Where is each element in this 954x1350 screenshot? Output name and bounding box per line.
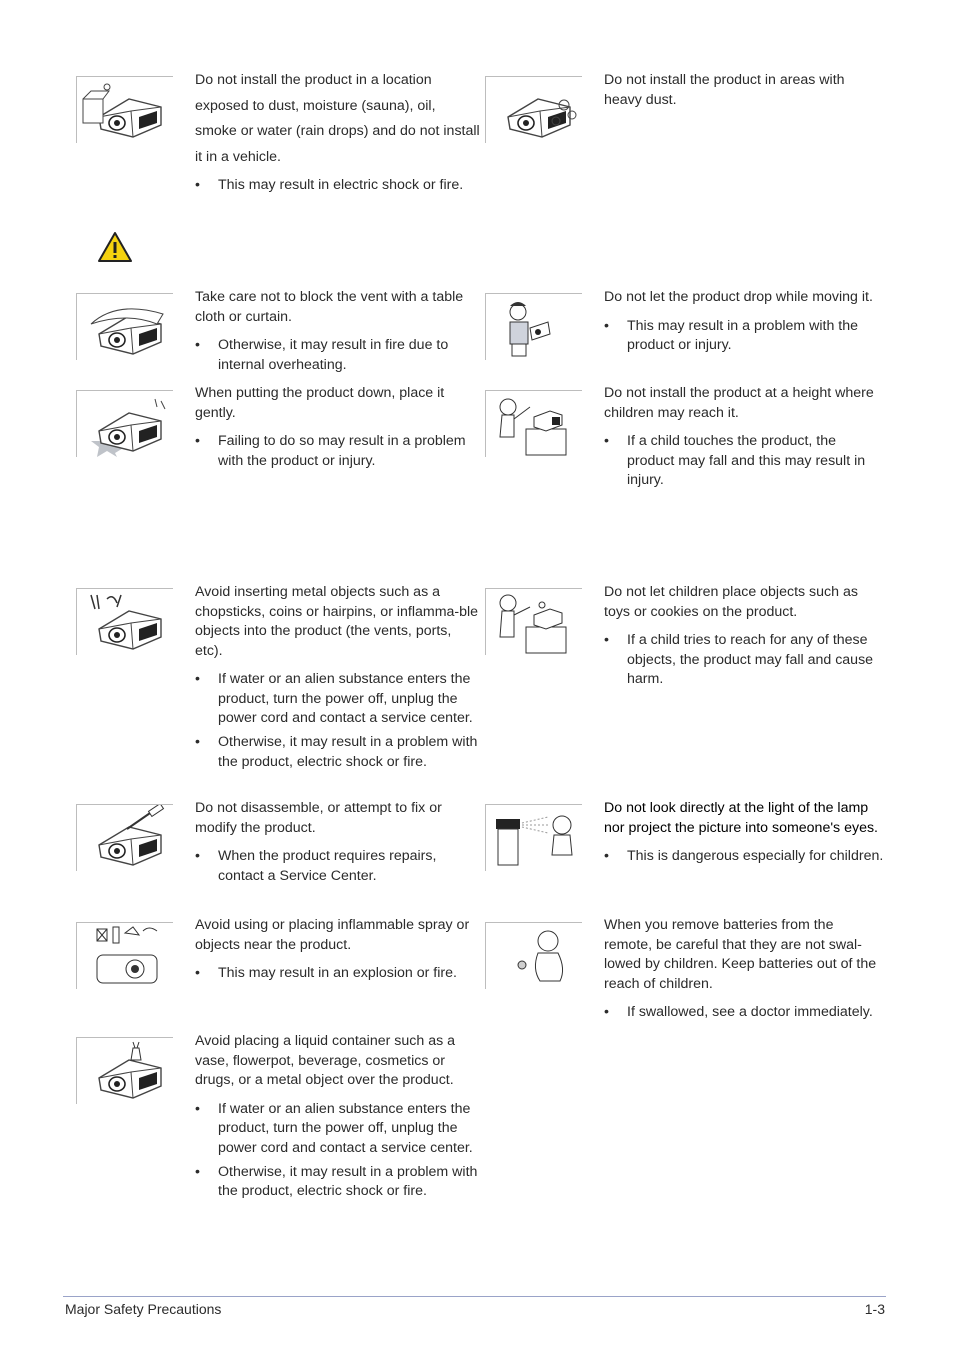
item-bullet: • If swallowed, see a doctor immediately. [604,1003,884,1023]
item-bullet: • If a child touches the product, the product may fall and this may result in injury. [604,432,884,491]
item-bullet: • If water or an alien substance enters the product, turn the power off, unplug the power cord and contact a service center. [195,670,480,729]
item-text: Take care not to block the vent with a table cloth or curtain. [195,289,464,325]
footer-page-number: 1-3 [864,1301,885,1317]
item-text: Do not let children place objects such as toys or cookies on the product. [604,584,858,620]
item-bullet: • Otherwise, it may result in fire due to internal overheating. [195,336,480,375]
footer-section-title: Major Safety Precautions [65,1301,222,1317]
item-text: Avoid inserting metal objects such as a chopsticks, coins or hairpins, or inflamma-ble objects into the product (the vents, ports, etc). [195,584,479,659]
item-text: Do not install the product in a location exposed to dust, moisture (sauna), oil, smoke or water (rain drops) and do not install it in a vehicle. [195,72,480,165]
item-bullet: • This may result in a problem with the product or injury. [604,317,884,356]
item-bullet: • This may result in an explosion or fire. [195,964,480,984]
item-text: Do not look directly at the light of the lamp nor project the picture into someone's eyes. [604,800,878,836]
item-bullet: • Failing to do so may result in a problem with the product or injury. [195,432,480,471]
projector-impact-illustration [76,390,173,457]
warning-triangle-icon [97,231,133,263]
projector-screwdriver-illustration [76,804,173,871]
footer-rule [63,1296,886,1297]
projector-vase-illustration [76,1037,173,1104]
item-bullet: • This may result in electric shock or fire. [195,176,480,196]
item-text: Avoid using or placing inflammable spray or objects near the product. [195,917,470,953]
item-bullet: • Otherwise, it may result in a problem with the product, electric shock or fire. [195,1163,480,1202]
item-text: Do not install the product in areas with heavy dust. [604,72,845,108]
projector-weather-illustration [76,76,173,143]
item-bullet: • When the product requires repairs, contact a Service Center. [195,847,480,886]
projector-dust-illustration [485,76,582,143]
child-facing-lamp-illustration [485,804,582,871]
item-bullet: • Otherwise, it may result in a problem with the product, electric shock or fire. [195,733,480,772]
item-text: When you remove batteries from the remote, be careful that they are not swal-lowed by children. Keep batteries out of the reach of children. [604,917,877,992]
child-placing-objects-illustration [485,588,582,655]
item-text: Avoid placing a liquid container such as a vase, flowerpot, beverage, cosmetics or drugs, or a metal object over the product. [195,1033,456,1088]
person-carrying-projector-illustration [485,293,582,360]
item-text: When putting the product down, place it gently. [195,385,445,421]
item-bullet: • If water or an alien substance enters the product, turn the power off, unplug the power cord and contact a service center. [195,1100,480,1159]
baby-battery-illustration [485,922,582,989]
projector-metal-objects-illustration [76,588,173,655]
item-text: Do not install the product at a height where children may reach it. [604,385,874,421]
item-bullet: • If a child tries to reach for any of these objects, the product may fall and cause harm. [604,631,884,690]
projector-cloth-illustration [76,293,173,360]
item-bullet: • This is dangerous especially for children. [604,847,884,867]
projector-spray-illustration [76,922,173,989]
item-text: Do not disassemble, or attempt to fix or modify the product. [195,800,442,836]
item-text: Do not let the product drop while moving it. [604,289,873,305]
child-reaching-projector-illustration [485,390,582,457]
